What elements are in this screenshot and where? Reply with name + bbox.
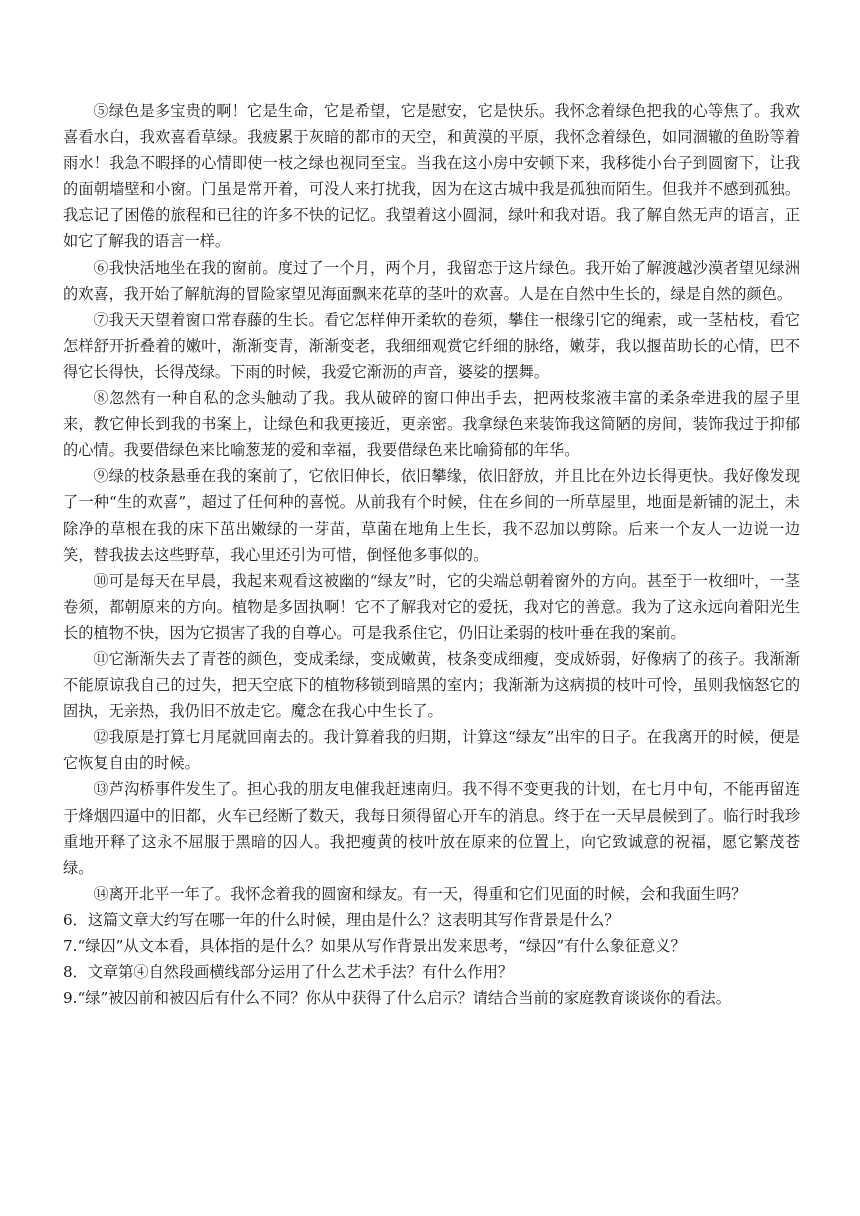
paragraph-9: ⑨绿的枝条悬垂在我的案前了，它依旧伸长，依旧攀缘，依旧舒放，并且比在外边长得更快。我好像发现了一种“生的欢喜”，超过了任何种的喜悦。从前我有个时候，住在乡间的一所草屋里，地面是新铺的泥土，未除净的草根在我的床下茁出嫩绿的一芽苗，草菌在地角上生长，我不忍加以剪除。后来一个友人一边说一边笑，替我拔去这些野草，我心里还引为可惜，倒怪他多事似的。 (63, 467, 800, 564)
question-7: 7.“绿囚”从文本看，具体指的是什么？如果从写作背景出发来思考，“绿囚”有什么象征意义？ (63, 937, 686, 955)
question-6: 6．这篇文章大约写在哪一年的什么时候，理由是什么？这表明其写作背景是什么？ (63, 910, 620, 929)
paragraph-13: ⑬芦沟桥事件发生了。担心我的朋友电催我赶速南归。我不得不变更我的计划，在七月中旬，不能再留连于烽烟四逼中的旧都，火车已经断了数天，我每日须得留心开车的消息。终于在一天早晨候到了。临行时我珍重地开释了这永不屈服于黑暗的囚人。我把瘦黄的枝叶放在原来的位置上，向它致诚意的祝福，愿它繁茂苍绿。 (63, 780, 800, 877)
paragraph-10: ⑩可是每天在早晨，我起来观看这被幽的“绿友”时，它的尖端总朝着窗外的方向。甚至于一枚细叶，一茎卷须，都朝原来的方向。植物是多固执啊！它不了解我对它的爱抚，我对它的善意。我为了这永远向着阳光生长的植物不快，因为它损害了我的自尊心。可是我系住它，仍旧让柔弱的枝叶垂在我的案前。 (63, 571, 800, 642)
paragraph-6: ⑥我快活地坐在我的窗前。度过了一个月，两个月，我留恋于这片绿色。我开始了解渡越沙漠者望见绿洲的欢喜，我开始了解航海的冒险家望见海面飘来花草的茎叶的欢喜。人是在自然中生长的，绿是自然的颜色。 (63, 258, 800, 303)
paragraph-14: ⑭离开北平一年了。我怀念着我的圆窗和绿友。有一天，得重和它们见面的时候，会和我面生吗？ (93, 884, 747, 903)
paragraph-8: ⑧忽然有一种自私的念头触动了我。我从破碎的窗口伸出手去，把两枝浆液丰富的柔条牵进我的屋子里来，教它伸长到我的书案上，让绿色和我更接近，更亲密。我拿绿色来装饰我这简陋的房间，装饰我过于抑郁的心情。我要借绿色来比喻葱茏的爱和幸福，我要借绿色来比喻猗郁的年华。 (63, 389, 800, 460)
paragraph-12: ⑫我原是打算七月尾就回南去的。我计算着我的归期，计算这“绿友”出牢的日子。在我离开的时候，便是它恢复自由的时候。 (63, 728, 800, 773)
document-page (63, 98, 800, 1011)
paragraph-5: ⑤绿色是多宝贵的啊！它是生命，它是希望，它是慰安，它是快乐。我怀念着绿色把我的心等焦了。我欢喜看水白，我欢喜看草绿。我疲累于灰暗的都市的天空，和黄漠的平原，我怀念着绿色，如同涸辙的鱼盼等着雨水！我急不暇择的心情即使一枝之绿也视同至宝。当我在这小房中安顿下来，我移徙小台子到圆窗下，让我的面朝墙壁和小窗。门虽是常开着，可没人来打扰我，因为在这古城中我是孤独而陌生。但我并不感到孤独。我忘记了困倦的旅程和已往的许多不快的记忆。我望着这小圆洞，绿叶和我对语。我了解自然无声的语言，正如它了解我的语言一样。 (63, 102, 800, 251)
paragraph-11: ⑪它渐渐失去了青苍的颜色，变成柔绿，变成嫩黄，枝条变成细瘦，变成娇弱，好像病了的孩子。我渐渐不能原谅我自己的过失，把天空底下的植物移锁到暗黑的室内；我渐渐为这病损的枝叶可怜，虽则我恼怒它的固执，无亲热，我仍旧不放走它。魔念在我心中生长了。 (63, 649, 800, 721)
question-8: 8．文章第④自然段画横线部分运用了什么艺术手法？有什么作用？ (63, 963, 514, 982)
question-9: 9.“绿”被囚前和被囚后有什么不同？你从中获得了什么启示？请结合当前的家庭教育谈谈你的看法。 (63, 989, 731, 1008)
paragraph-7: ⑦我天天望着窗口常春藤的生长。看它怎样伸开柔软的卷须，攀住一根缘引它的绳索，或一茎枯枝，看它怎样舒开折叠着的嫩叶，渐渐变青，渐渐变老，我细细观赏它纤细的脉络，嫩芽，我以揠苗助长的心情，巴不得它长得快，长得茂绿。下雨的时候，我爱它渐沥的声音，婆娑的摆舞。 (63, 310, 800, 381)
